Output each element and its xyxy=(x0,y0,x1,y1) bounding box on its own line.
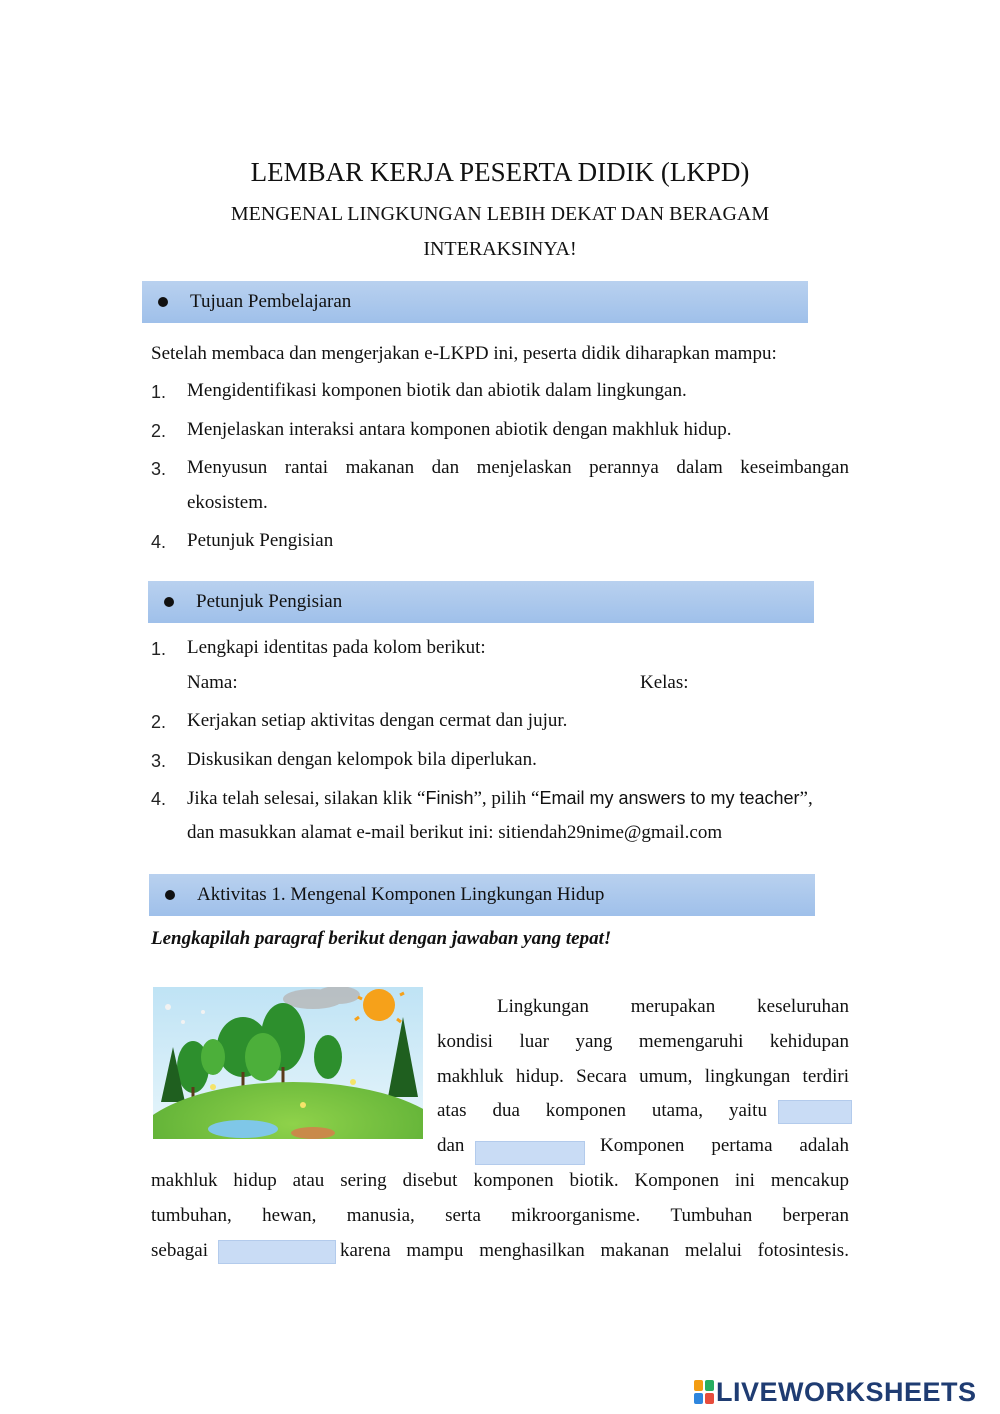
word: ini xyxy=(734,1170,755,1191)
word: makanan xyxy=(600,1240,670,1261)
list-item: Kerjakan setiap aktivitas dengan cermat dan jujur. xyxy=(187,710,568,731)
word: disebut xyxy=(402,1170,458,1191)
word: dan xyxy=(431,457,460,478)
word: berperan xyxy=(782,1205,849,1226)
word: hewan, xyxy=(262,1205,317,1226)
liveworksheets-logo[interactable] xyxy=(694,1376,977,1408)
paragraph-line xyxy=(340,1238,849,1264)
paragraph-line xyxy=(437,1029,849,1055)
bullet-icon xyxy=(158,297,168,307)
list-item-continuation: dan masukkan alamat e-mail berikut ini: sitiendah29nime@gmail.com xyxy=(187,822,723,843)
text-fragment: ”, pilih “ xyxy=(473,788,540,809)
paragraph-line xyxy=(151,1203,849,1229)
paragraph-word: dan xyxy=(437,1135,465,1156)
tujuan-intro: Setelah membaca dan mengerjakan e-LKPD ini, peserta didik diharapkan mampu: xyxy=(151,343,777,364)
answer-blank-1[interactable] xyxy=(778,1100,852,1124)
nama-label: Nama: xyxy=(187,672,238,693)
list-number: 1. xyxy=(151,382,167,402)
text-fragment: ”, xyxy=(799,788,813,809)
word: karena xyxy=(340,1240,391,1261)
word: tumbuhan, xyxy=(151,1205,232,1226)
section-title: Tujuan Pembelajaran xyxy=(190,291,352,312)
word: perannya xyxy=(589,457,659,478)
activity-instruction: Lengkapilah paragraf berikut dengan jawaban yang tepat! xyxy=(151,928,612,949)
word: yaitu xyxy=(728,1100,767,1121)
word: Secara xyxy=(576,1066,627,1087)
list-item-continuation: ekosistem. xyxy=(187,492,268,513)
list-number: 2. xyxy=(151,712,167,732)
word: Komponen xyxy=(600,1135,685,1156)
section-header-tujuan xyxy=(142,281,808,323)
word: keseimbangan xyxy=(740,457,849,478)
word: terdiri xyxy=(802,1066,849,1087)
word: fotosintesis. xyxy=(757,1240,849,1261)
word: atau xyxy=(292,1170,325,1191)
word: lingkungan xyxy=(704,1066,791,1087)
section-title: Aktivitas 1. Mengenal Komponen Lingkungan Hidup xyxy=(197,884,605,905)
list-item xyxy=(187,455,849,481)
word: rantai xyxy=(284,457,329,478)
word: melalui xyxy=(684,1240,742,1261)
paragraph-line xyxy=(437,1098,767,1124)
list-number: 3. xyxy=(151,751,167,771)
text-fragment: Jika telah selesai, silakan klik “ xyxy=(187,788,426,809)
word: merupakan xyxy=(630,996,716,1017)
word: manusia, xyxy=(346,1205,415,1226)
answer-blank-2[interactable] xyxy=(475,1141,585,1165)
page-title: LEMBAR KERJA PESERTA DIDIK (LKPD) xyxy=(250,157,750,187)
word: memengaruhi xyxy=(638,1031,744,1052)
section-title: Petunjuk Pengisian xyxy=(196,591,343,612)
word: komponen xyxy=(545,1100,626,1121)
word: hidup xyxy=(233,1170,277,1191)
word: Komponen xyxy=(634,1170,719,1191)
list-number: 4. xyxy=(151,532,167,552)
list-item xyxy=(187,785,813,812)
word: keseluruhan xyxy=(757,996,849,1017)
word: dalam xyxy=(676,457,723,478)
word: mikroorganisme. xyxy=(511,1205,641,1226)
bullet-icon xyxy=(164,597,174,607)
word: kehidupan xyxy=(769,1031,849,1052)
word: luar xyxy=(519,1031,549,1052)
word: Tumbuhan xyxy=(670,1205,753,1226)
paragraph-line xyxy=(151,1168,849,1194)
word: mencakup xyxy=(770,1170,849,1191)
email-option-label: Email my answers to my teacher xyxy=(539,788,800,808)
word: umum, xyxy=(639,1066,693,1087)
word: makhluk xyxy=(437,1066,504,1087)
word: sering xyxy=(340,1170,387,1191)
paragraph-line xyxy=(497,994,849,1020)
section-header-petunjuk xyxy=(148,581,814,623)
environment-illustration-svg xyxy=(153,987,423,1139)
word: yang xyxy=(575,1031,613,1052)
word: adalah xyxy=(799,1135,849,1156)
list-number: 3. xyxy=(151,459,167,479)
liveworksheets-logo-icon xyxy=(694,1380,714,1404)
word: makhluk xyxy=(151,1170,218,1191)
environment-illustration xyxy=(153,987,423,1139)
page-subtitle: MENGENAL LINGKUNGAN LEBIH DEKAT DAN BERAGAM xyxy=(230,203,770,225)
word: menjelaskan xyxy=(476,457,572,478)
list-number: 4. xyxy=(151,789,167,809)
section-header-aktivitas1 xyxy=(149,874,815,916)
word: biotik. xyxy=(569,1170,619,1191)
word: atas xyxy=(437,1100,467,1121)
paragraph-line xyxy=(437,1064,849,1090)
word: Lingkungan xyxy=(497,996,589,1017)
answer-blank-3[interactable] xyxy=(218,1240,336,1264)
page-subtitle-line2: INTERAKSINYA! xyxy=(423,238,577,260)
word: menghasilkan xyxy=(479,1240,585,1261)
word: komponen xyxy=(473,1170,554,1191)
word: pertama xyxy=(711,1135,773,1156)
list-number: 2. xyxy=(151,421,167,441)
paragraph-word: sebagai xyxy=(151,1240,208,1261)
list-item: Menjelaskan interaksi antara komponen abiotik dengan makhluk hidup. xyxy=(187,419,732,440)
finish-label: Finish xyxy=(425,788,474,808)
word: makanan xyxy=(345,457,415,478)
paragraph-line xyxy=(600,1133,849,1159)
list-item: Lengkapi identitas pada kolom berikut: xyxy=(187,637,486,658)
word: kondisi xyxy=(437,1031,493,1052)
list-item: Diskusikan dengan kelompok bila diperlukan. xyxy=(187,749,537,770)
word: utama, xyxy=(651,1100,704,1121)
list-number: 1. xyxy=(151,639,167,659)
word: serta xyxy=(445,1205,481,1226)
logo-text: LIVEWORKSHEETS xyxy=(716,1376,977,1407)
list-item: Mengidentifikasi komponen biotik dan abiotik dalam lingkungan. xyxy=(187,380,687,401)
list-item: Petunjuk Pengisian xyxy=(187,530,334,551)
word: mampu xyxy=(406,1240,464,1261)
kelas-label: Kelas: xyxy=(640,672,689,693)
word: Menyusun xyxy=(187,457,268,478)
bullet-icon xyxy=(165,890,175,900)
word: hidup. xyxy=(515,1066,564,1087)
word: dua xyxy=(492,1100,520,1121)
